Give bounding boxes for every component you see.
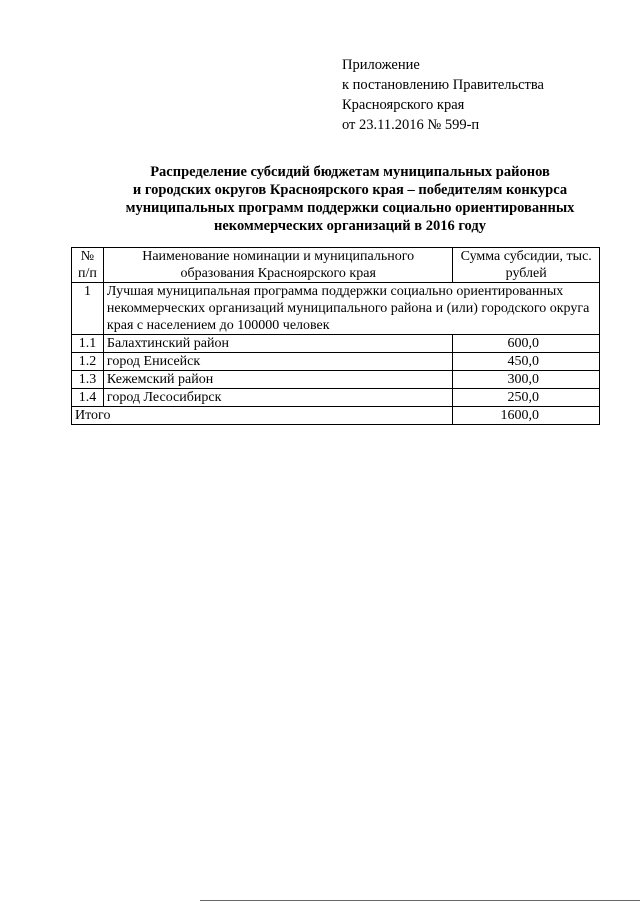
- row-sum: 300,0: [453, 371, 600, 389]
- row-num: 1.3: [72, 371, 104, 389]
- appendix-line: к постановлению Правительства: [342, 77, 544, 93]
- row-sum: 600,0: [453, 335, 600, 353]
- row-sum: 250,0: [453, 389, 600, 407]
- title-line: муниципальных программ поддержки социально ориентированных: [125, 200, 575, 216]
- title-line: и городских округов Красноярского края – победителям конкурса: [132, 182, 568, 198]
- appendix-line: от 23.11.2016 № 599-п: [342, 117, 480, 133]
- document-title: [60, 163, 640, 235]
- title-line: Распределение субсидий бюджетам муниципальных районов: [150, 164, 550, 180]
- header-name: Наименование номинации и муниципального образования Красноярского края: [103, 248, 453, 283]
- table-header-row: [72, 248, 600, 283]
- total-row: [72, 407, 600, 425]
- row-num: 1.4: [72, 389, 104, 407]
- section-row: [72, 283, 600, 335]
- row-num: 1.2: [72, 353, 104, 371]
- header-sum: Сумма субсидии, тыс. рублей: [453, 248, 600, 283]
- subsidy-table: [71, 247, 600, 425]
- row-num: 1.1: [72, 335, 104, 353]
- total-label: Итого: [72, 407, 453, 425]
- table-row: [72, 335, 600, 353]
- total-sum: 1600,0: [453, 407, 600, 425]
- table-row: [72, 389, 600, 407]
- table-row: [72, 371, 600, 389]
- appendix-line: Красноярского края: [342, 97, 465, 113]
- section-text: Лучшая муниципальная программа поддержки социально ориентированных некоммерческих организаций муниципального района и (или) городского округа края с населением до 100000 человек: [103, 283, 599, 335]
- appendix-line: Приложение: [342, 57, 420, 73]
- header-num: № п/п: [72, 248, 104, 283]
- row-name: Кежемский район: [103, 371, 453, 389]
- section-num: 1: [72, 283, 104, 335]
- table-row: [72, 353, 600, 371]
- row-name: город Енисейск: [103, 353, 453, 371]
- title-line: некоммерческих организаций в 2016 году: [214, 218, 486, 234]
- appendix-block: [342, 55, 544, 135]
- row-name: город Лесосибирск: [103, 389, 453, 407]
- row-sum: 450,0: [453, 353, 600, 371]
- page-edge-line: [200, 900, 640, 901]
- row-name: Балахтинский район: [103, 335, 453, 353]
